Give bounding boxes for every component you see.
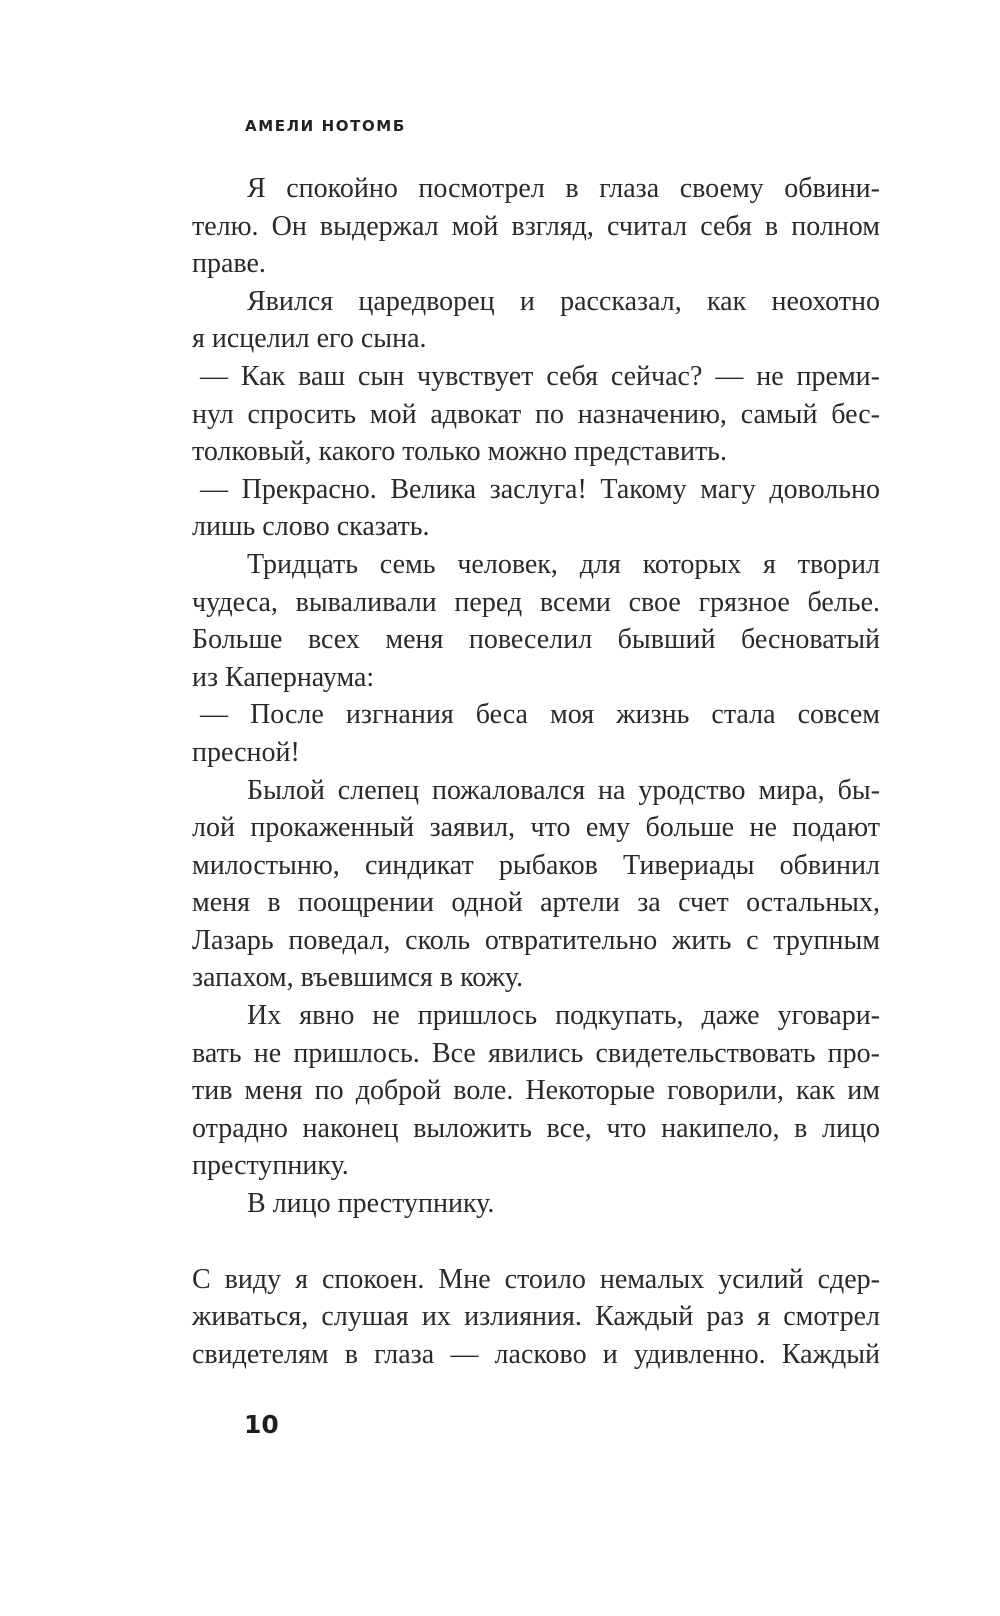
text-line: милостыню, синдикат рыбаков Тивериады обвинил <box>192 849 880 881</box>
text-line: — Прекрасно. Велика заслуга! Такому магу довольно <box>200 473 880 505</box>
text-line: Тридцать семь человек, для которых я творил <box>247 548 880 580</box>
text-line: Больше всех меня повеселил бывший бесноватый <box>192 624 880 656</box>
text-line: нул спросить мой адвокат по назначению, самый бес- <box>192 398 880 430</box>
section-break <box>192 1223 880 1261</box>
page-body-text <box>192 170 880 1373</box>
text-line: запахом, въевшимся в кожу. <box>192 962 524 994</box>
text-line: Я спокойно посмотрел в глаза своему обвини- <box>247 173 880 204</box>
text-line: праве. <box>192 248 266 280</box>
text-line: я исцелил его сына. <box>192 323 427 355</box>
text-line: Их явно не пришлось подкупать, даже уговари- <box>247 1000 880 1032</box>
text-line: — После изгнания беса моя жизнь стала совсем <box>200 699 880 731</box>
text-line: преступнику. <box>192 1150 349 1182</box>
text-line: В лицо преступнику. <box>247 1188 495 1220</box>
text-line: С виду я спокоен. Мне стоило немалых усилий сдер- <box>192 1263 880 1295</box>
text-line: из Капернаума: <box>192 661 375 693</box>
text-line: тив меня по доброй воле. Некоторые говорили, как им <box>192 1075 880 1107</box>
text-line: живаться, слушая их излияния. Каждый раз я смотрел <box>192 1301 880 1333</box>
text-line: чудеса, вываливали перед всеми свое грязное белье. <box>192 586 880 618</box>
text-line: вать не пришлось. Все явились свидетельствовать про- <box>192 1037 880 1069</box>
text-line: Былой слепец пожаловался на уродство мира, бы- <box>247 774 880 806</box>
text-line: телю. Он выдержал мой взгляд, считал себя в полном <box>192 210 880 242</box>
text-line: пресной! <box>192 736 300 768</box>
page-number: 10 <box>244 1410 279 1439</box>
text-line: Явился царедворец и рассказал, как неохотно <box>247 285 880 317</box>
text-line: свидетелям в глаза — ласково и удивленно. Каждый <box>192 1338 880 1370</box>
text-line: лой прокаженный заявил, что ему больше не подают <box>192 812 880 844</box>
text-line: меня в поощрении одной артели за счет остальных, <box>192 887 880 919</box>
running-head: АМЕЛИ НОТОМБ <box>245 117 406 135</box>
text-line: толковый, какого только можно представить. <box>192 436 727 468</box>
text-line: — Как ваш сын чувствует себя сейчас? — не преми- <box>200 360 880 392</box>
text-line: Лазарь поведал, сколь отвратительно жить с трупным <box>192 924 880 956</box>
text-line: отрадно наконец выложить все, что накипело, в лицо <box>192 1112 880 1144</box>
text-line: лишь слово сказать. <box>192 511 430 543</box>
